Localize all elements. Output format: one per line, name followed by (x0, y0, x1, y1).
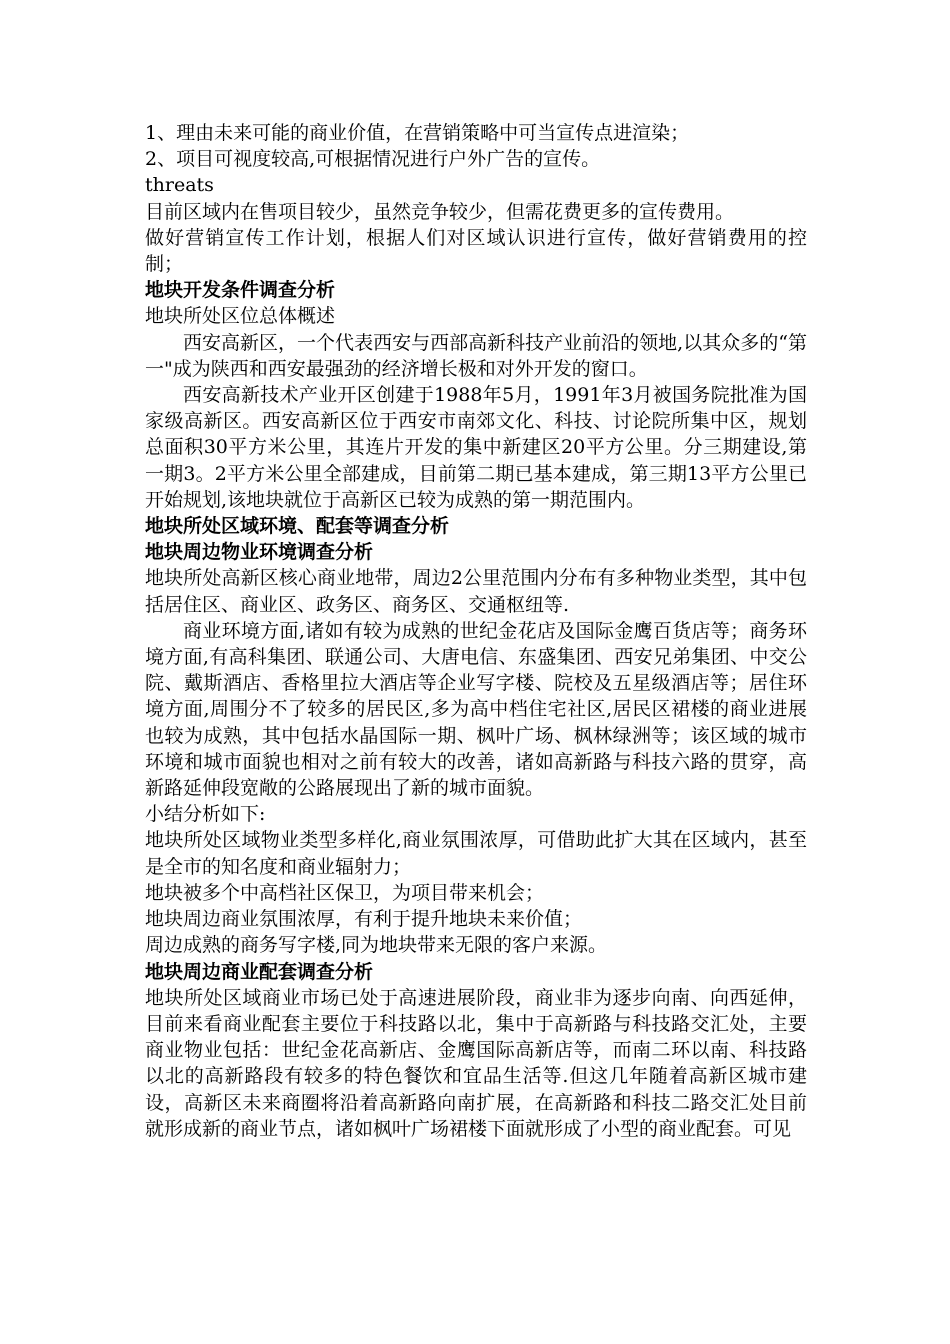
section-heading: 地块所处区域环境、配套等调查分析 (145, 515, 450, 538)
paragraph: 地块所处高新区核心商业地带，周边2公里范围内分布有多种物业类型，其中包括居住区、商业区、政务区、商务区、交通枢纽等. (145, 567, 807, 616)
section-heading: 地块开发条件调查分析 (145, 279, 336, 302)
paragraph: 2、项目可视度较高,可根据情况进行户外广告的宣传。 (145, 148, 601, 171)
summary-item: 地块周边商业氛围浓厚，有利于提升地块未来价值； (145, 908, 583, 931)
paragraph: 西安高新技术产业开区创建于1988年5月，1991年3月被国务院批准为国家级高新区。西安高新区位于西安市南郊文化、科技、讨论院所集中区，规划总面积30平方米公里，其连片开发的集中新建区20平方公里。分三期建设,第一期3。2平方米公里全部建成，目前第二期已基本建成，第三期13平方公里已开始规划,该地块就位于高新区已较为成熟的第一期范围内。 (145, 384, 807, 511)
paragraph: 商业环境方面,诸如有较为成熟的世纪金花店及国际金鹰百货店等；商务环境方面,有高科集团、联通公司、大唐电信、东盛集团、西安兄弟集团、中交公院、戴斯酒店、香格里拉大酒店等企业写字楼、院校及五星级酒店等；居住环境方面,周围分不了较多的居民区,多为高中档住宅社区,居民区裙楼的商业进展也较为成熟，其中包括水晶国际一期、枫叶广场、枫林绿洲等；该区域的城市环境和城市面貌也相对之前有较大的改善，诸如高新路与科技六路的贯穿，高新路延伸段宽敞的公路展现出了新的城市面貌。 (145, 619, 807, 800)
section-heading: 地块周边物业环境调查分析 (145, 541, 374, 564)
paragraph: 地块所处区域商业市场已处于高速进展阶段，商业非为逐步向南、向西延伸，目前来看商业配套主要位于科技路以北，集中于高新路与科技路交汇处，主要商业物业包括：世纪金花高新店、金鹰国际高新店等，而南二环以南、科技路以北的高新路段有较多的特色餐饮和宜品生活等.但这几年随着高新区城市建设，高新区未来商圈将沿着高新路向南扩展，在高新路和科技二路交汇处目前就形成新的商业节点，诸如枫叶广场裙楼下面就形成了小型的商业配套。可见 (145, 986, 807, 1140)
paragraph: 西安高新区，一个代表西安与西部高新科技产业前沿的领地,以其众多的“第一"成为陕西和西安最强劲的经济增长极和对外开发的窗口。 (145, 331, 807, 380)
subsection-label: 地块所处区位总体概述 (145, 305, 336, 328)
summary-item: 地块所处区域物业类型多样化,商业氛围浓厚，可借助此扩大其在区域内，甚至是全市的知名度和商业辐射力； (145, 829, 807, 878)
paragraph: 目前区域内在售项目较少，虽然竞争较少，但需花费更多的宣传费用。 (145, 200, 735, 223)
document-body (145, 120, 807, 1142)
paragraph: 1、理由未来可能的商业价值，在营销策略中可当宣传点进渲染； (145, 122, 690, 144)
section-heading: 地块周边商业配套调查分析 (145, 960, 374, 983)
summary-item: 周边成熟的商务写字楼,同为地块带来无限的客户来源。 (145, 934, 608, 957)
paragraph: 做好营销宣传工作计划，根据人们对区域认识进行宣传，做好营销费用的控制； (145, 226, 807, 276)
paragraph: threats (145, 174, 214, 197)
summary-item: 地块被多个中高档社区保卫，为项目带来机会； (145, 881, 545, 904)
summary-label: 小结分析如下: (145, 803, 266, 826)
